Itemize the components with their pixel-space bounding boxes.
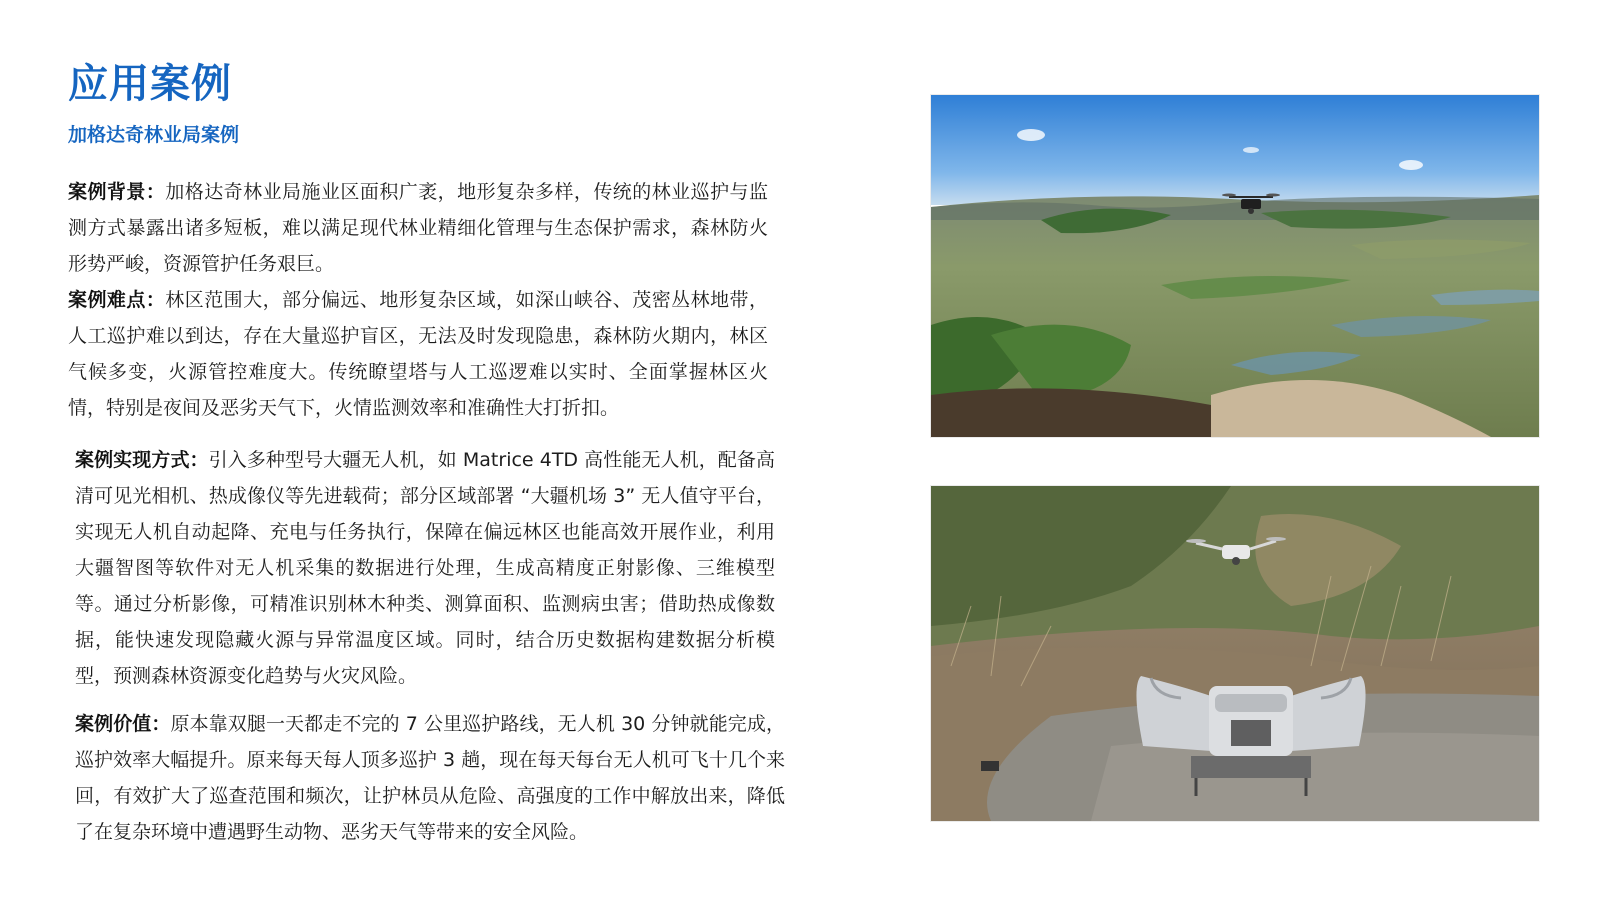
page-title: 应用案例 [68,61,232,107]
case-difficulty-paragraph [68,282,768,426]
case-implementation-text: 引入多种型号大疆无人机，如 Matrice 4TD 高性能无人机，配备高清可见光相机、热成像仪等先进载荷；部分区域部署 “大疆机场 3” 无人值守平台，实现无人机自动起降、充电与任务执行，保障在偏远林区也能高效开展作业，利用大疆智图等软件对无人机采集的数据进行处理，生成高精度正射影像、三维模型等。通过分析影像，可精准识别林木种类、测算面积、监测病虫害；借助热成像数据，能快速发现隐藏火源与异常温度区域。同时，结合历史数据构建数据分析模型，预测森林资源变化趋势与火灾风险。 [75,449,775,687]
case-difficulty-label: 案例难点： [68,289,166,311]
case-value-text: 原本靠双腿一天都走不完的 7 公里巡护路线，无人机 30 分钟就能完成，巡护效率大幅提升。原来每天每人顶多巡护 3 趟，现在每天每台无人机可飞十几个来回，有效扩大了巡查范围和频次，让护林员从危险、高强度的工作中解放出来，降低了在复杂环境中遭遇野生动物、恶劣天气等带来的安全风险。 [75,713,785,843]
case-difficulty-text: 林区范围大，部分偏远、地形复杂区域，如深山峡谷、茂密丛林地带，人工巡护难以到达，存在大量巡护盲区，无法及时发现隐患，森林防火期内，林区气候多变，火源管控难度大。传统瞭望塔与人工巡逻难以实时、全面掌握林区火情，特别是夜间及恶劣天气下，火情监测效率和准确性大打折扣。 [68,289,768,419]
case-value-label: 案例价值： [75,713,171,735]
drone-dock-photo [931,486,1539,821]
case-value-paragraph [75,706,785,850]
case-background-paragraph [68,174,768,282]
aerial-forest-photo [931,95,1539,437]
case-background-label: 案例背景： [68,181,166,203]
page-subtitle: 加格达奇林业局案例 [68,124,240,146]
case-background-text: 加格达奇林业局施业区面积广袤，地形复杂多样，传统的林业巡护与监测方式暴露出诸多短板，难以满足现代林业精细化管理与生态保护需求，森林防火形势严峻，资源管护任务艰巨。 [68,181,768,275]
case-implementation-label: 案例实现方式： [75,449,209,471]
case-implementation-paragraph [75,442,775,694]
